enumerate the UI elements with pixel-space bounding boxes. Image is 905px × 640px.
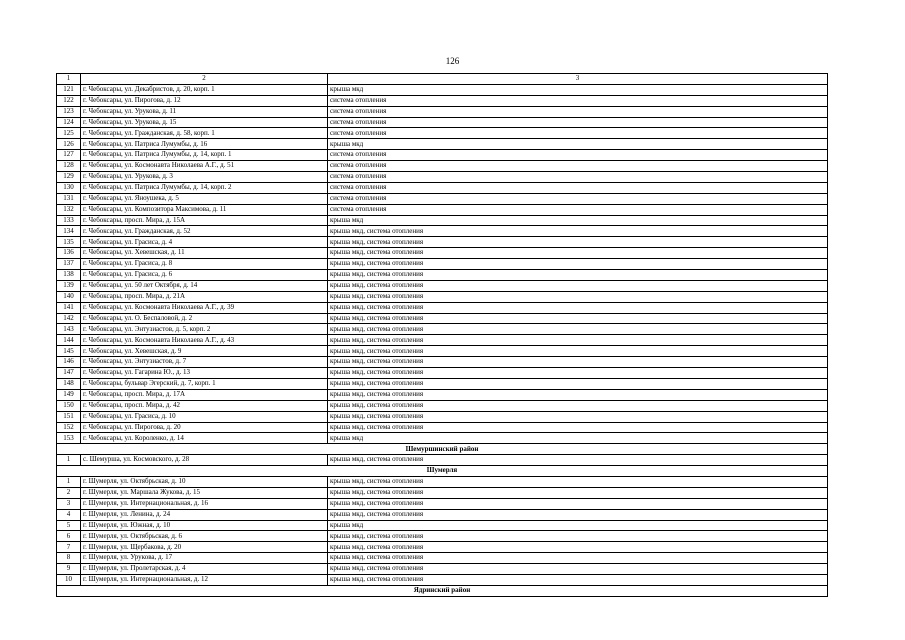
row-number: 142	[57, 313, 81, 324]
row-address: г. Чебоксары, бульвар Эгерский, д. 7, корп. 1	[81, 378, 328, 389]
row-address: г. Чебоксары, ул. Пирогова, д. 12	[81, 95, 328, 106]
row-address: г. Чебоксары, ул. Грасиса, д. 6	[81, 270, 328, 281]
row-work-type: крыша мкд, система отопления	[328, 553, 828, 564]
row-address: г. Шумерля, ул. Октябрьская, д. 10	[81, 476, 328, 487]
table-row	[57, 368, 828, 379]
row-work-type: крыша мкд, система отопления	[328, 564, 828, 575]
row-work-type: крыша мкд, система отопления	[328, 574, 828, 585]
row-work-type: крыша мкд, система отопления	[328, 509, 828, 520]
row-address: г. Шумерля, ул. Октябрьская, д. 6	[81, 531, 328, 542]
column-number-row	[57, 74, 828, 85]
row-address: г. Чебоксары, просп. Мира, д. 21А	[81, 291, 328, 302]
row-address: г. Чебоксары, ул. Урукова, д. 3	[81, 172, 328, 183]
row-work-type: крыша мкд, система отопления	[328, 324, 828, 335]
row-number: 152	[57, 422, 81, 433]
row-number: 131	[57, 193, 81, 204]
row-address: г. Чебоксары, просп. Мира, д. 42	[81, 400, 328, 411]
row-number: 148	[57, 378, 81, 389]
column-header-address: 2	[81, 74, 328, 85]
row-address: г. Чебоксары, ул. Гражданская, д. 52	[81, 226, 328, 237]
table-row	[57, 172, 828, 183]
row-address: г. Шумерля, ул. Щербакова, д. 20	[81, 542, 328, 553]
row-address: г. Чебоксары, ул. Яноушека, д. 5	[81, 193, 328, 204]
table-row	[57, 498, 828, 509]
table-row	[57, 509, 828, 520]
row-work-type: крыша мкд	[328, 139, 828, 150]
row-work-type: крыша мкд, система отопления	[328, 498, 828, 509]
row-number: 7	[57, 542, 81, 553]
row-address: г. Чебоксары, ул. Грасиса, д. 8	[81, 259, 328, 270]
table-row	[57, 422, 828, 433]
row-address: г. Чебоксары, ул. Энтузиастов, д. 5, корп. 2	[81, 324, 328, 335]
row-number: 8	[57, 553, 81, 564]
column-header-number: 1	[57, 74, 81, 85]
table-row	[57, 106, 828, 117]
row-number: 151	[57, 411, 81, 422]
row-address: г. Чебоксары, ул. Грасиса, д. 4	[81, 237, 328, 248]
row-work-type: система отопления	[328, 161, 828, 172]
table-row	[57, 389, 828, 400]
row-work-type: система отопления	[328, 95, 828, 106]
row-work-type: система отопления	[328, 172, 828, 183]
table-row	[57, 117, 828, 128]
row-address: г. Чебоксары, ул. Патриса Лумумбы, д. 16	[81, 139, 328, 150]
table-row	[57, 400, 828, 411]
table-row	[57, 433, 828, 444]
row-work-type: крыша мкд, система отопления	[328, 270, 828, 281]
table-row	[57, 335, 828, 346]
table-row	[57, 237, 828, 248]
row-work-type: крыша мкд, система отопления	[328, 237, 828, 248]
table-row	[57, 302, 828, 313]
row-number: 136	[57, 248, 81, 259]
table-row	[57, 84, 828, 95]
row-address: г. Чебоксары, ул. 50 лет Октября, д. 14	[81, 280, 328, 291]
row-number: 130	[57, 182, 81, 193]
row-number: 149	[57, 389, 81, 400]
row-number: 144	[57, 335, 81, 346]
table-row	[57, 161, 828, 172]
row-number: 121	[57, 84, 81, 95]
row-number: 150	[57, 400, 81, 411]
row-number: 128	[57, 161, 81, 172]
row-address: г. Шумерля, ул. Ленина, д. 24	[81, 509, 328, 520]
row-work-type: крыша мкд, система отопления	[328, 411, 828, 422]
row-number: 6	[57, 531, 81, 542]
table-row	[57, 182, 828, 193]
row-address: г. Чебоксары, просп. Мира, д. 15А	[81, 215, 328, 226]
row-number: 153	[57, 433, 81, 444]
row-number: 132	[57, 204, 81, 215]
row-work-type: крыша мкд, система отопления	[328, 476, 828, 487]
table-row	[57, 139, 828, 150]
row-address: г. Чебоксары, ул. Декабристов, д. 20, корп. 1	[81, 84, 328, 95]
row-work-type: система отопления	[328, 106, 828, 117]
table-row	[57, 259, 828, 270]
table-row	[57, 95, 828, 106]
table-row	[57, 226, 828, 237]
table-row	[57, 270, 828, 281]
row-address: г. Чебоксары, ул. Грасиса, д. 10	[81, 411, 328, 422]
table-row	[57, 542, 828, 553]
row-work-type: крыша мкд, система отопления	[328, 422, 828, 433]
row-address: г. Чебоксары, ул. Патриса Лумумбы, д. 14, корп. 2	[81, 182, 328, 193]
column-header-work: 3	[328, 74, 828, 85]
row-address: г. Чебоксары, ул. Урукова, д. 15	[81, 117, 328, 128]
row-work-type: крыша мкд, система отопления	[328, 389, 828, 400]
table-row	[57, 564, 828, 575]
table-row	[57, 204, 828, 215]
row-number: 4	[57, 509, 81, 520]
row-number: 1	[57, 455, 81, 466]
section-title: Шемуршинский район	[57, 444, 828, 455]
table-row	[57, 291, 828, 302]
row-work-type: крыша мкд, система отопления	[328, 378, 828, 389]
table-row	[57, 531, 828, 542]
row-address: г. Шумерля, ул. Маршала Жукова, д. 15	[81, 487, 328, 498]
row-address: г. Чебоксары, просп. Мира, д. 17А	[81, 389, 328, 400]
table-row	[57, 574, 828, 585]
row-number: 127	[57, 150, 81, 161]
row-work-type: крыша мкд, система отопления	[328, 357, 828, 368]
row-work-type: крыша мкд, система отопления	[328, 226, 828, 237]
row-work-type: крыша мкд	[328, 520, 828, 531]
table-row	[57, 193, 828, 204]
row-number: 145	[57, 346, 81, 357]
row-number: 135	[57, 237, 81, 248]
row-address: с. Шемурша, ул. Космовского, д. 28	[81, 455, 328, 466]
row-work-type: система отопления	[328, 193, 828, 204]
row-work-type: крыша мкд, система отопления	[328, 346, 828, 357]
row-address: г. Чебоксары, ул. Космонавта Николаева А.Г., д. 39	[81, 302, 328, 313]
row-number: 123	[57, 106, 81, 117]
row-work-type: система отопления	[328, 182, 828, 193]
table-row	[57, 324, 828, 335]
row-number: 122	[57, 95, 81, 106]
registry-body	[57, 74, 828, 597]
row-number: 1	[57, 476, 81, 487]
row-work-type: крыша мкд, система отопления	[328, 248, 828, 259]
table-row	[57, 128, 828, 139]
row-work-type: крыша мкд, система отопления	[328, 259, 828, 270]
table-row	[57, 411, 828, 422]
table-row	[57, 150, 828, 161]
row-address: г. Чебоксары, ул. Космонавта Николаева А.Г., д. 43	[81, 335, 328, 346]
row-work-type: система отопления	[328, 128, 828, 139]
row-number: 147	[57, 368, 81, 379]
row-address: г. Чебоксары, ул. Гражданская, д. 58, корп. 1	[81, 128, 328, 139]
table-row	[57, 487, 828, 498]
row-work-type: крыша мкд	[328, 433, 828, 444]
row-work-type: крыша мкд, система отопления	[328, 487, 828, 498]
row-work-type: крыша мкд	[328, 215, 828, 226]
section-header-row	[57, 585, 828, 596]
row-address: г. Чебоксары, ул. Космонавта Николаева А.Г., д. 51	[81, 161, 328, 172]
row-work-type: крыша мкд, система отопления	[328, 302, 828, 313]
row-number: 140	[57, 291, 81, 302]
page-number: 126	[445, 56, 460, 66]
row-number: 139	[57, 280, 81, 291]
table-row	[57, 215, 828, 226]
row-number: 138	[57, 270, 81, 281]
row-work-type: система отопления	[328, 204, 828, 215]
row-address: г. Шумерля, ул. Интернациональная, д. 12	[81, 574, 328, 585]
row-number: 141	[57, 302, 81, 313]
row-address: г. Чебоксары, ул. О. Беспаловой, д. 2	[81, 313, 328, 324]
row-address: г. Шумерля, ул. Интернациональная, д. 16	[81, 498, 328, 509]
section-title: Ядринский район	[57, 585, 828, 596]
row-address: г. Чебоксары, ул. Энтузиастов, д. 7	[81, 357, 328, 368]
row-address: г. Шумерля, ул. Пролетарская, д. 4	[81, 564, 328, 575]
row-work-type: крыша мкд, система отопления	[328, 280, 828, 291]
row-address: г. Чебоксары, ул. Композитора Максимова, д. 11	[81, 204, 328, 215]
row-work-type: крыша мкд	[328, 84, 828, 95]
row-number: 129	[57, 172, 81, 183]
row-number: 3	[57, 498, 81, 509]
row-work-type: система отопления	[328, 150, 828, 161]
row-address: г. Чебоксары, ул. Короленко, д. 14	[81, 433, 328, 444]
row-number: 125	[57, 128, 81, 139]
row-number: 133	[57, 215, 81, 226]
row-work-type: крыша мкд, система отопления	[328, 313, 828, 324]
row-address: г. Чебоксары, ул. Пирогова, д. 20	[81, 422, 328, 433]
row-work-type: крыша мкд, система отопления	[328, 291, 828, 302]
row-work-type: система отопления	[328, 117, 828, 128]
row-address: г. Шумерля, ул. Урукова, д. 17	[81, 553, 328, 564]
table-row	[57, 378, 828, 389]
row-address: г. Чебоксары, ул. Хевешская, д. 9	[81, 346, 328, 357]
table-row	[57, 248, 828, 259]
section-title: Шумерля	[57, 466, 828, 477]
table-row	[57, 553, 828, 564]
row-work-type: крыша мкд, система отопления	[328, 531, 828, 542]
row-number: 124	[57, 117, 81, 128]
row-work-type: крыша мкд, система отопления	[328, 400, 828, 411]
row-address: г. Чебоксары, ул. Патриса Лумумбы, д. 14, корп. 1	[81, 150, 328, 161]
row-work-type: крыша мкд, система отопления	[328, 455, 828, 466]
row-number: 5	[57, 520, 81, 531]
row-number: 126	[57, 139, 81, 150]
table-row	[57, 455, 828, 466]
table-row	[57, 520, 828, 531]
table-row	[57, 313, 828, 324]
row-number: 10	[57, 574, 81, 585]
table-row	[57, 346, 828, 357]
table-row	[57, 476, 828, 487]
row-address: г. Чебоксары, ул. Урукова, д. 11	[81, 106, 328, 117]
row-address: г. Чебоксары, ул. Гагарина Ю., д. 13	[81, 368, 328, 379]
row-number: 146	[57, 357, 81, 368]
row-work-type: крыша мкд, система отопления	[328, 542, 828, 553]
row-address: г. Чебоксары, ул. Хевешская, д. 11	[81, 248, 328, 259]
row-number: 143	[57, 324, 81, 335]
row-work-type: крыша мкд, система отопления	[328, 368, 828, 379]
row-address: г. Шумерля, ул. Южная, д. 10	[81, 520, 328, 531]
table-row	[57, 280, 828, 291]
row-number: 9	[57, 564, 81, 575]
section-header-row	[57, 444, 828, 455]
row-number: 134	[57, 226, 81, 237]
section-header-row	[57, 466, 828, 477]
row-number: 2	[57, 487, 81, 498]
repair-registry-table	[56, 73, 828, 597]
table-row	[57, 357, 828, 368]
row-number: 137	[57, 259, 81, 270]
row-work-type: крыша мкд, система отопления	[328, 335, 828, 346]
